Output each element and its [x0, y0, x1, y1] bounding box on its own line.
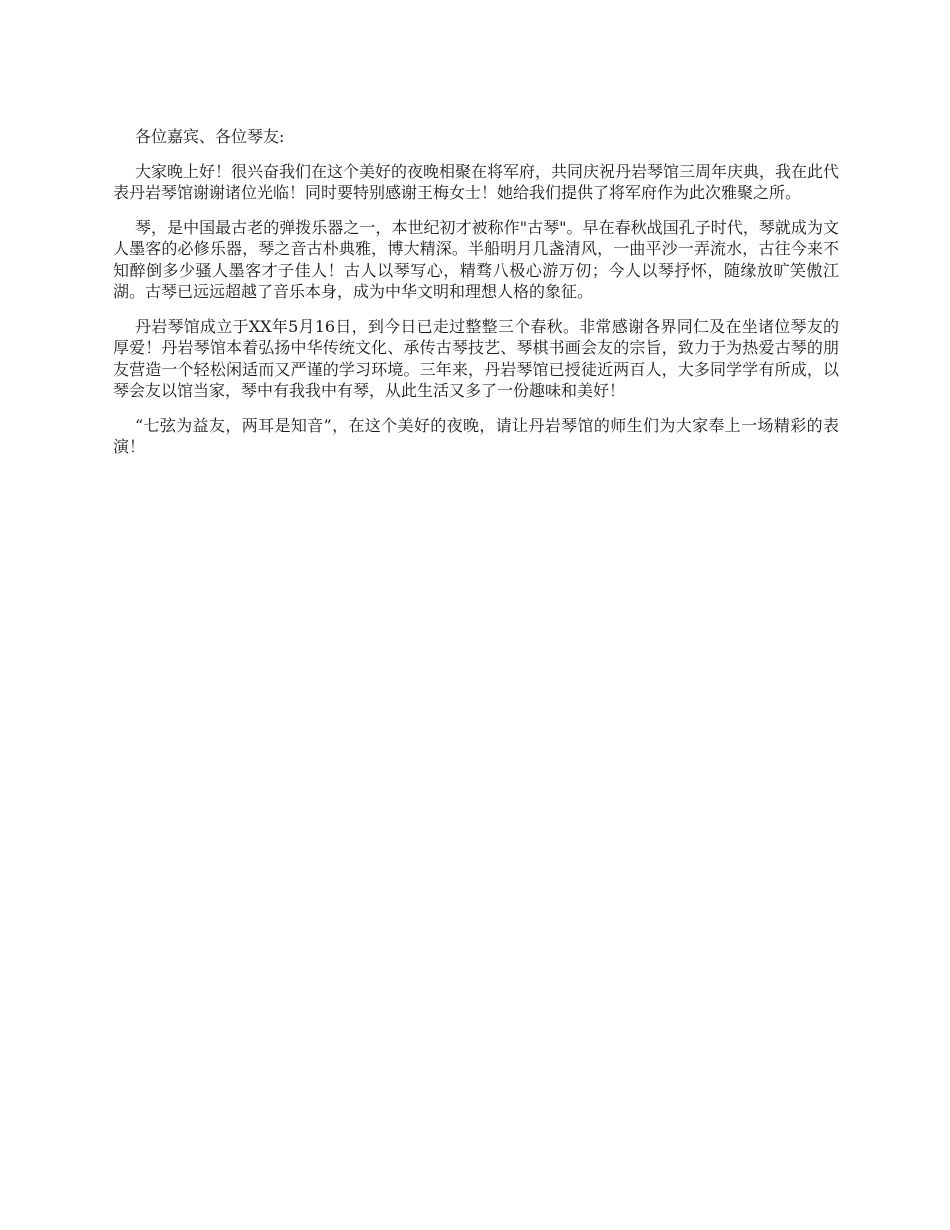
paragraph-studio-history: 丹岩琴馆成立于XX年5月16日，到今日已走过整整三个春秋。非常感谢各界同仁及在坐诸位琴友的厚爱！丹岩琴馆本着弘扬中华传统文化、承传古琴技艺、琴棋书画会友的宗旨，致力于为热爱古琴的朋友营造一个轻松闲适而又严谨的学习环境。三年来，丹岩琴馆已授徒近两百人，大多同学学有所成，以琴会友以馆当家，琴中有我我中有琴，从此生活又多了一份趣味和美好！	[113, 316, 839, 400]
paragraph-guqin-history: 琴，是中国最古老的弹拨乐器之一，本世纪初才被称作"古琴"。早在春秋战国孔子时代，琴就成为文人墨客的必修乐器，琴之音古朴典雅，博大精深。半船明月几盏清风，一曲平沙一弄流水，古往今来不知醉倒多少骚人墨客才子佳人！古人以琴写心，精骛八极心游万仞；今人以琴抒怀，随缘放旷笑傲江湖。古琴已远远超越了音乐本身，成为中华文明和理想人格的象征。	[113, 217, 839, 301]
paragraph-opening: 大家晚上好！很兴奋我们在这个美好的夜晚相聚在将军府，共同庆祝丹岩琴馆三周年庆典，我在此代表丹岩琴馆谢谢诸位光临！同时要特别感谢王梅女士！她给我们提供了将军府作为此次雅聚之所。	[113, 161, 840, 202]
paragraph-closing: “七弦为益友，两耳是知音”，在这个美好的夜晚，请让丹岩琴馆的师生们为大家奉上一场精彩的表演！	[113, 415, 839, 456]
greeting: 各位嘉宾、各位琴友:	[135, 127, 285, 146]
document-body	[113, 126, 839, 471]
